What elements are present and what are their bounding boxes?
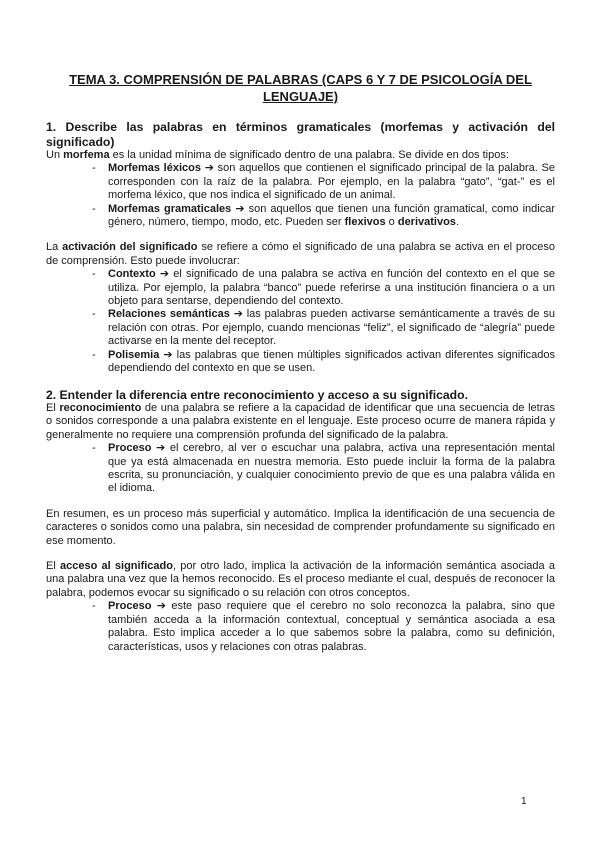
section-1-heading: 1. Describe las palabras en términos gramaticales (morfemas y activación del significado) bbox=[46, 120, 555, 149]
activation-list bbox=[46, 268, 555, 375]
list-item bbox=[46, 349, 555, 376]
item-text: las palabras que tienen múltiples significados activan diferentes significados dependiendo del contexto en que se usen. bbox=[108, 348, 555, 375]
arrow-icon: ➔ bbox=[156, 442, 166, 455]
section-2-heading: 2. Entender la diferencia entre reconocimiento y acceso a su significado. bbox=[46, 387, 468, 402]
dash-bullet: - bbox=[92, 308, 96, 321]
item-text: son aquellos que tienen una función gramatical, como indicar género, número, tiempo, modo, etc. Pueden ser bbox=[108, 202, 556, 229]
term-morfema: morfema bbox=[63, 149, 110, 161]
item-text: el significado de una palabra se activa en función del contexto en el que se utiliza. Por ejemplo, la palabra “banco” puede referirse a una institución financiera o a un objeto para sentarse, dependiendo del contexto. bbox=[108, 268, 555, 308]
arrow-icon: ➔ bbox=[159, 268, 170, 281]
text-run: . bbox=[455, 216, 459, 229]
text-run: La bbox=[46, 241, 63, 254]
spacer bbox=[46, 376, 555, 388]
item-text: las palabras pueden activarse semánticamente a través de su relación con otras. Por ejemplo, cuando mencionas “feliz”, el significado de “alegría” puede activarse en la mente del receptor. bbox=[108, 308, 555, 348]
text-run: o bbox=[385, 216, 398, 229]
reconocimiento-paragraph bbox=[46, 402, 555, 442]
page-title: TEMA 3. COMPRENSIÓN DE PALABRAS (CAPS 6 Y 7 DE PSICOLOGÍA DEL LENGUAJE) bbox=[69, 72, 532, 104]
morfema-list bbox=[46, 162, 555, 229]
item-text: este paso requiere que el cerebro no solo reconozca la palabra, sino que también acceda a la información contextual, conceptual y semántica asociada a esa palabra. Esto implica acceder a lo que sabemos sobre la palabra, como su definición, características, usos y relaciones con otras palabras. bbox=[108, 600, 555, 653]
arrow-icon: ➔ bbox=[156, 600, 167, 613]
term-acceso-significado: acceso al significado bbox=[60, 560, 173, 573]
term-polisemia: Polisemia bbox=[108, 348, 160, 361]
term-activacion: activación del significado bbox=[62, 241, 198, 254]
term-flexivos: flexivos bbox=[344, 216, 386, 229]
page-content bbox=[46, 71, 555, 654]
term-morfemas-gramaticales: Morfemas gramaticales bbox=[108, 202, 232, 215]
term-derivativos: derivativos bbox=[397, 216, 456, 229]
spacer bbox=[46, 229, 555, 241]
list-item bbox=[46, 600, 555, 654]
dash-bullet: - bbox=[92, 348, 96, 361]
item-text: son aquellos que contienen el significado principal de la palabra. Se corresponden con la raíz de la palabra. Por ejemplo, en la palabra “gato”, “gat-” es el morfema léxico, que nos indica el significado de un animal. bbox=[108, 162, 555, 202]
text-run: Un bbox=[46, 149, 64, 161]
list-item bbox=[46, 308, 555, 348]
spacer bbox=[46, 548, 555, 560]
item-text: el cerebro, al ver o escuchar una palabra, activa una representación mental que ya está almacenada en nuestra memoria. Esto puede incluir la forma de la palabra escrita, su pronunciación, y cualquier conocimiento previo de que es una palabra válida en el idioma. bbox=[108, 442, 555, 495]
arrow-icon: ➔ bbox=[233, 308, 243, 321]
dash-bullet: - bbox=[92, 268, 96, 281]
text-run: El bbox=[46, 560, 60, 573]
text-run: El bbox=[46, 402, 60, 414]
text-run: de una palabra se refiere a la capacidad de identificar que una secuencia de letras o sonidos corresponde a una palabra existente en el lenguaje. Este proceso ocurre de manera rápida y generalmente no requiere una comprensión profunda del significado de la palabra. bbox=[46, 402, 555, 441]
term-proceso: Proceso bbox=[108, 600, 152, 613]
term-morfemas-lexicos: Morfemas léxicos bbox=[108, 162, 201, 175]
dash-bullet: - bbox=[92, 162, 96, 175]
activation-paragraph bbox=[46, 241, 555, 268]
text-run: es la unidad mínima de significado dentro de una palabra. Se divide en dos tipos: bbox=[109, 149, 509, 161]
list-item bbox=[46, 162, 555, 202]
text-run: , por otro lado, implica la activación de la información semántica asociada a una palabra una vez que la hemos reconocido. Es el proceso mediante el cual, después de reconocer la palabra, podemos evocar su significado o su relación con otros conceptos. bbox=[46, 560, 555, 599]
dash-bullet: - bbox=[92, 600, 96, 613]
term-reconocimiento: reconocimiento bbox=[59, 402, 142, 414]
morfema-paragraph bbox=[46, 149, 555, 162]
term-contexto: Contexto bbox=[108, 268, 156, 281]
summary-paragraph: En resumen, es un proceso más superficial y automático. Implica la identificación de una secuencia de caracteres o sonidos como una palabra, sin necesidad de comprender profundamente su significado en ese momento. bbox=[46, 507, 555, 547]
term-relaciones-semanticas: Relaciones semánticas bbox=[108, 308, 230, 321]
term-proceso: Proceso bbox=[108, 442, 152, 455]
arrow-icon: ➔ bbox=[204, 162, 214, 175]
page-number: 1 bbox=[521, 796, 527, 807]
acceso-paragraph bbox=[46, 560, 555, 600]
text-run: se refiere a cómo el significado de una palabra se activa en el proceso de comprensión. Esto puede involucrar: bbox=[46, 241, 556, 267]
arrow-icon: ➔ bbox=[235, 202, 245, 215]
arrow-icon: ➔ bbox=[163, 348, 173, 361]
spacer bbox=[46, 496, 555, 508]
list-item bbox=[46, 442, 555, 496]
dash-bullet: - bbox=[92, 202, 96, 215]
list-item bbox=[46, 203, 555, 230]
acceso-list bbox=[46, 600, 555, 654]
reconocimiento-list bbox=[46, 442, 555, 496]
list-item bbox=[46, 268, 555, 308]
dash-bullet: - bbox=[92, 442, 96, 455]
